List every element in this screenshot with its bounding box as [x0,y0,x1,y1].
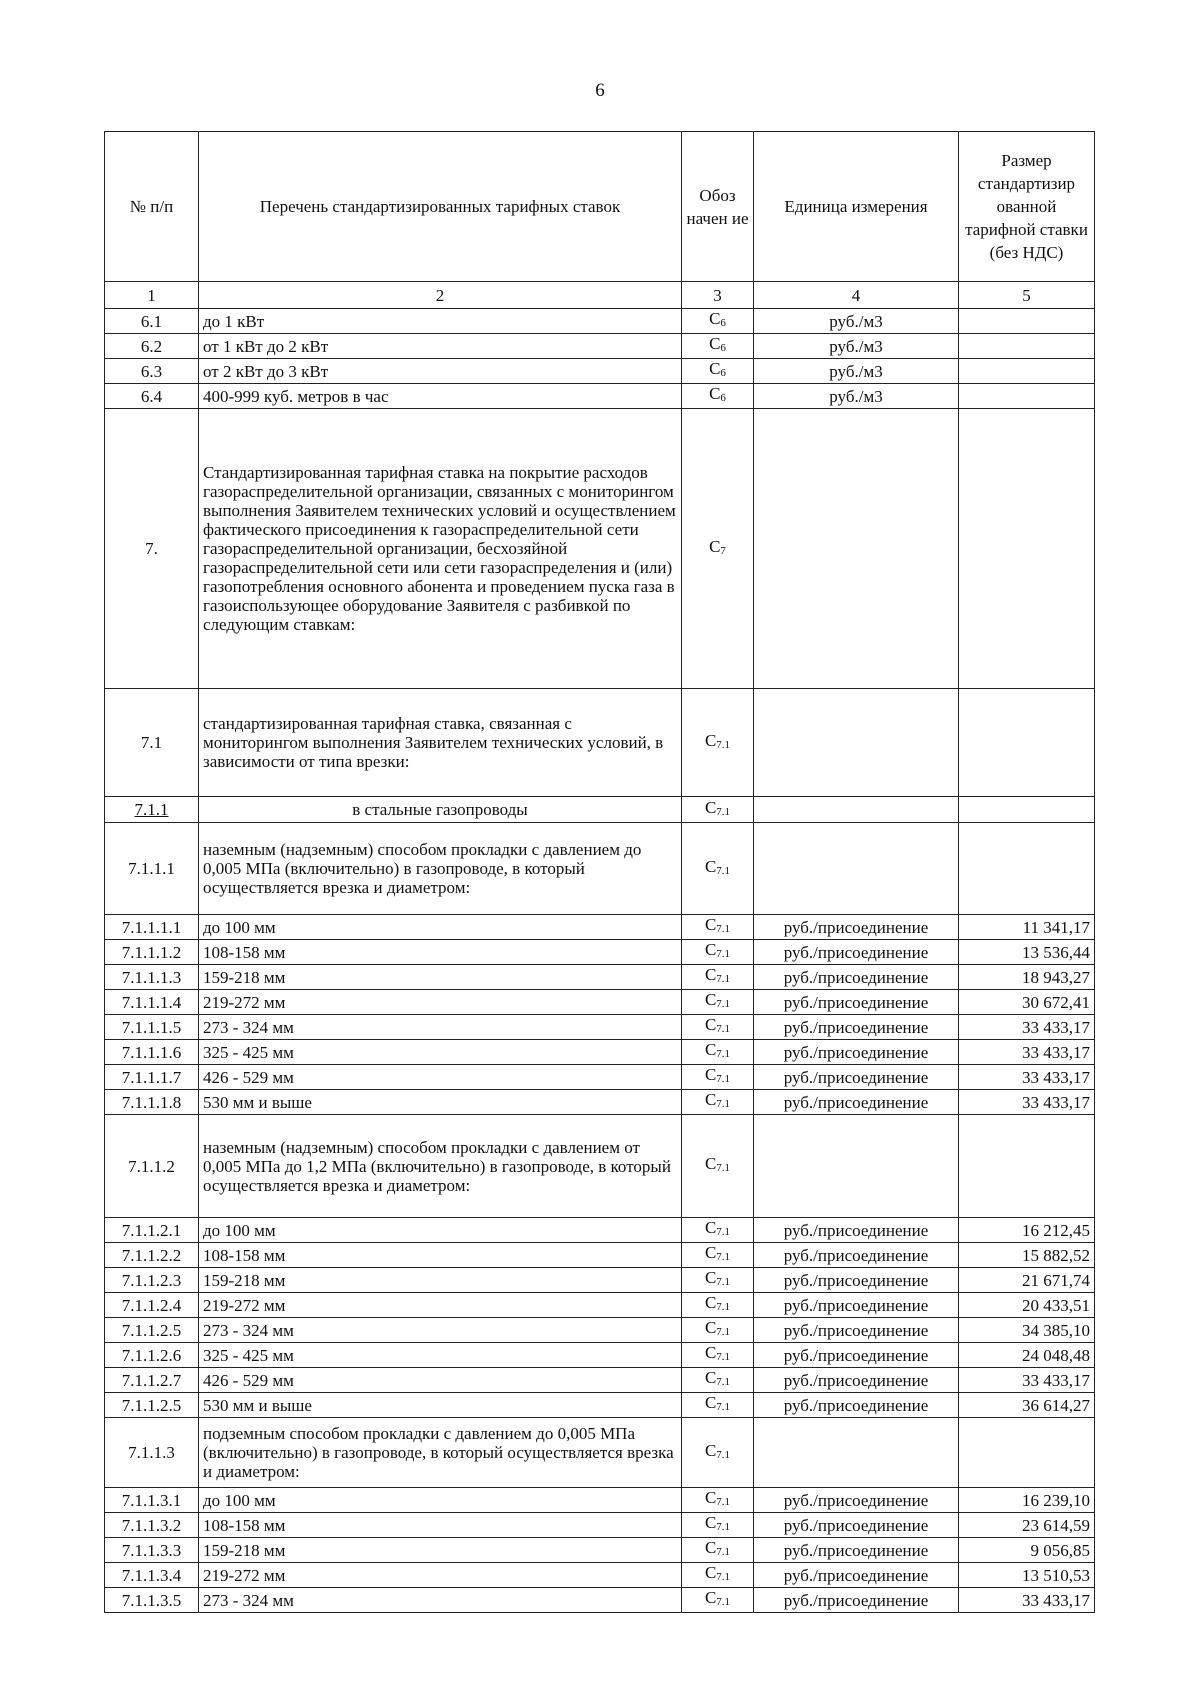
rate-designation [682,1488,754,1513]
unit-of-measure: руб./присоединение [754,915,959,940]
rate-value: 20 433,51 [959,1293,1095,1318]
designation-letter: С [704,915,717,934]
designation-subscript: 7.1 [716,1073,731,1085]
rate-designation [682,1513,754,1538]
rate-designation [682,1090,754,1115]
rate-designation [682,1293,754,1318]
rate-value: 13 536,44 [959,940,1095,965]
unit-of-measure: руб./присоединение [754,1243,959,1268]
rate-description: Стандартизированная тарифная ставка на покрытие расходов газораспределительной организации, связанных с мониторингом выполнения Заявителем технических условий и осуществлением фактического присоединения к газораспределительной сети газораспределительной организации, бесхозяйной газораспределительной сети или сети газораспределения и (или) газопотребления основного абонента и проведением пуска газа в газоиспользующее оборудование Заявителя с разбивкой по следующим ставкам: [199,409,682,689]
rate-value: 33 433,17 [959,1015,1095,1040]
unit-of-measure: руб./м3 [754,334,959,359]
unit-of-measure: руб./присоединение [754,1513,959,1538]
rate-designation [682,309,754,334]
column-number: 4 [754,282,959,309]
rate-value: 34 385,10 [959,1318,1095,1343]
table-row [105,797,1095,823]
unit-of-measure: руб./присоединение [754,990,959,1015]
rate-description: 273 - 324 мм [199,1588,682,1613]
unit-of-measure: руб./присоединение [754,1563,959,1588]
unit-of-measure: руб./присоединение [754,1090,959,1115]
designation-letter: С [704,1015,717,1034]
rate-description: 325 - 425 мм [199,1040,682,1065]
rate-description: 219-272 мм [199,1563,682,1588]
rate-description: стандартизированная тарифная ставка, связанная с мониторингом выполнения Заявителем технических условий, в зависимости от типа врезки: [199,689,682,797]
designation-subscript: 7.1 [716,923,731,935]
designation-subscript: 6 [720,342,726,354]
rate-description: 108-158 мм [199,940,682,965]
rate-description: 159-218 мм [199,1538,682,1563]
row-number: 7.1.1.1.6 [105,1040,199,1065]
rate-description: 219-272 мм [199,1293,682,1318]
row-number: 7.1.1.2.1 [105,1218,199,1243]
rate-designation [682,689,754,797]
designation-letter: С [704,1218,717,1237]
table-row [105,1513,1095,1538]
row-number: 7.1.1.2 [105,1115,199,1218]
row-number: 7.1.1.1.3 [105,965,199,990]
rate-description: наземным (надземным) способом прокладки с давлением до 0,005 МПа (включительно) в газопроводе, в который осуществляется врезка и диаметром: [199,823,682,915]
row-number: 7.1.1.3.1 [105,1488,199,1513]
designation-subscript: 7.1 [716,1326,731,1338]
rate-designation [682,1218,754,1243]
rate-designation [682,1115,754,1218]
rate-description: до 1 кВт [199,309,682,334]
table-row [105,965,1095,990]
rate-designation [682,1065,754,1090]
table-row [105,990,1095,1015]
rate-value: 36 614,27 [959,1393,1095,1418]
table-row [105,1090,1095,1115]
row-number: 7.1.1.2.6 [105,1343,199,1368]
rate-description: до 100 мм [199,915,682,940]
row-number: 7.1.1.2.5 [105,1393,199,1418]
designation-subscript: 7.1 [716,1226,731,1238]
rate-designation [682,359,754,384]
designation-subscript: 7.1 [716,1571,731,1583]
table-row [105,1115,1095,1218]
tariff-table [104,131,1095,1613]
page-number: 6 [595,80,605,101]
rate-designation [682,1588,754,1613]
table-row [105,1065,1095,1090]
rate-description: 530 мм и выше [199,1090,682,1115]
row-number: 7.1.1.1.5 [105,1015,199,1040]
unit-of-measure: руб./присоединение [754,1065,959,1090]
rate-description: 426 - 529 мм [199,1368,682,1393]
designation-subscript: 6 [720,392,726,404]
designation-letter: С [704,1488,717,1507]
rate-value [959,409,1095,689]
designation-letter: С [704,1040,717,1059]
table-row [105,1368,1095,1393]
rate-designation [682,1343,754,1368]
designation-letter: С [704,1368,717,1387]
row-number: 7.1.1.1.4 [105,990,199,1015]
unit-of-measure [754,409,959,689]
designation-subscript: 7.1 [716,1251,731,1263]
rate-description: 159-218 мм [199,1268,682,1293]
designation-letter: С [704,797,717,817]
column-number: 1 [105,282,199,309]
row-number: 7.1.1.2.7 [105,1368,199,1393]
rate-designation [682,384,754,409]
rate-value [959,1115,1095,1218]
rate-description: 426 - 529 мм [199,1065,682,1090]
rate-value: 33 433,17 [959,1040,1095,1065]
rate-value: 33 433,17 [959,1588,1095,1613]
row-number: 7.1.1.2.5 [105,1318,199,1343]
designation-subscript: 7.1 [716,1162,731,1174]
rate-designation [682,334,754,359]
rate-designation [682,1393,754,1418]
table-row [105,940,1095,965]
unit-of-measure: руб./присоединение [754,1268,959,1293]
rate-value: 33 433,17 [959,1065,1095,1090]
rate-description: 273 - 324 мм [199,1015,682,1040]
rate-description: от 2 кВт до 3 кВт [199,359,682,384]
rate-value: 33 433,17 [959,1368,1095,1393]
designation-subscript: 7.1 [716,973,731,985]
row-number: 7.1.1.1.2 [105,940,199,965]
row-number: 7.1.1.3.4 [105,1563,199,1588]
rate-designation [682,1563,754,1588]
rate-description: наземным (надземным) способом прокладки с давлением от 0,005 МПа до 1,2 МПа (включительно) в газопроводе, в который осуществляется врезка и диаметром: [199,1115,682,1218]
header-list: Перечень стандартизированных тарифных ставок [199,132,682,282]
designation-letter: С [704,1090,717,1109]
rate-designation [682,1368,754,1393]
rate-description: до 100 мм [199,1488,682,1513]
rate-description: 108-158 мм [199,1243,682,1268]
designation-subscript: 7.1 [716,998,731,1010]
rate-description: 325 - 425 мм [199,1343,682,1368]
unit-of-measure: руб./присоединение [754,1293,959,1318]
designation-letter: С [704,1393,717,1412]
designation-subscript: 7.1 [716,1301,731,1313]
designation-subscript: 7.1 [716,948,731,960]
unit-of-measure [754,689,959,797]
table-row [105,1418,1095,1488]
rate-description: до 100 мм [199,1218,682,1243]
designation-subscript: 7.1 [716,1521,731,1533]
designation-subscript: 7.1 [716,1023,731,1035]
header-unit: Единица измерения [754,132,959,282]
unit-of-measure: руб./присоединение [754,940,959,965]
rate-description: 219-272 мм [199,990,682,1015]
table-row [105,1588,1095,1613]
table-row [105,1243,1095,1268]
table-row [105,334,1095,359]
row-number: 7.1.1.3 [105,1418,199,1488]
table-row [105,823,1095,915]
unit-of-measure: руб./присоединение [754,1343,959,1368]
row-number: 7.1.1.2.3 [105,1268,199,1293]
rate-value [959,359,1095,384]
designation-letter: С [709,536,721,556]
designation-letter: С [704,1065,717,1084]
unit-of-measure: руб./присоединение [754,1368,959,1393]
unit-of-measure: руб./присоединение [754,1318,959,1343]
rate-description: 530 мм и выше [199,1393,682,1418]
column-numbering-row [105,282,1095,309]
rate-value: 33 433,17 [959,1090,1095,1115]
designation-subscript: 6 [720,317,726,329]
designation-subscript: 7.1 [716,805,731,818]
designation-subscript: 7.1 [716,1401,731,1413]
row-number: 7.1.1.3.3 [105,1538,199,1563]
rate-designation [682,1318,754,1343]
row-number: 6.1 [105,309,199,334]
table-row [105,1268,1095,1293]
row-number: 6.3 [105,359,199,384]
table-row [105,915,1095,940]
row-number: 7.1.1.1.1 [105,915,199,940]
rate-value: 16 239,10 [959,1488,1095,1513]
rate-designation [682,940,754,965]
row-number: 6.2 [105,334,199,359]
unit-of-measure [754,1115,959,1218]
designation-subscript: 7.1 [716,738,731,751]
rate-description: от 1 кВт до 2 кВт [199,334,682,359]
table-row [105,359,1095,384]
table-row [105,1318,1095,1343]
rate-description: в стальные газопроводы [199,797,682,823]
designation-subscript: 6 [720,367,726,379]
designation-subscript: 7.1 [716,1448,731,1461]
row-number: 7.1.1.3.5 [105,1588,199,1613]
table-row [105,689,1095,797]
unit-of-measure: руб./присоединение [754,1218,959,1243]
unit-of-measure: руб./присоединение [754,1040,959,1065]
table-row [105,1538,1095,1563]
rate-designation [682,1538,754,1563]
designation-letter: С [704,1563,717,1582]
designation-subscript: 7 [720,544,726,557]
table-row [105,1040,1095,1065]
designation-letter: С [704,1440,717,1460]
designation-letter: С [704,965,717,984]
rate-value: 16 212,45 [959,1218,1095,1243]
rate-value: 23 614,59 [959,1513,1095,1538]
table-row [105,384,1095,409]
table-row [105,1393,1095,1418]
table-row [105,1218,1095,1243]
column-number: 5 [959,282,1095,309]
table-row [105,1343,1095,1368]
rate-value [959,384,1095,409]
header-row [105,132,1095,282]
designation-subscript: 7.1 [716,1376,731,1388]
rate-value: 21 671,74 [959,1268,1095,1293]
column-number: 2 [199,282,682,309]
designation-letter: С [704,1318,717,1337]
row-number: 7.1.1.1.7 [105,1065,199,1090]
unit-of-measure [754,797,959,823]
designation-subscript: 7.1 [716,1048,731,1060]
designation-letter: С [704,1588,717,1607]
designation-letter: С [709,309,721,328]
rate-value [959,823,1095,915]
unit-of-measure: руб./присоединение [754,1588,959,1613]
designation-letter: С [704,1343,717,1362]
designation-subscript: 7.1 [716,1546,731,1558]
rate-value: 11 341,17 [959,915,1095,940]
row-number: 7.1.1.2.4 [105,1293,199,1318]
rate-value [959,334,1095,359]
table-row [105,1488,1095,1513]
designation-letter: С [704,1538,717,1557]
designation-subscript: 7.1 [716,1276,731,1288]
row-number: 7.1.1.1 [105,823,199,915]
designation-letter: С [709,384,721,403]
unit-of-measure: руб./м3 [754,384,959,409]
rate-value: 13 510,53 [959,1563,1095,1588]
rate-designation [682,1418,754,1488]
row-number: 7. [105,409,199,689]
rate-designation [682,965,754,990]
rate-description: 273 - 324 мм [199,1318,682,1343]
rate-designation [682,1243,754,1268]
unit-of-measure: руб./присоединение [754,1538,959,1563]
rate-designation [682,915,754,940]
rate-designation [682,823,754,915]
designation-letter: С [704,1513,717,1532]
table-row [105,409,1095,689]
row-number: 7.1 [105,689,199,797]
header-rate: Размер стандартизир ованной тарифной ставки (без НДС) [959,132,1095,282]
unit-of-measure: руб./м3 [754,359,959,384]
designation-letter: С [704,1154,717,1173]
unit-of-measure [754,823,959,915]
designation-letter: С [704,1243,717,1262]
unit-of-measure [754,1418,959,1488]
table-row [105,1293,1095,1318]
unit-of-measure: руб./присоединение [754,1488,959,1513]
rate-description: подземным способом прокладки с давлением до 0,005 МПа (включительно) в газопроводе, в который осуществляется врезка и диаметром: [199,1418,682,1488]
designation-letter: С [704,1293,717,1312]
designation-letter: С [704,730,717,750]
rate-value: 30 672,41 [959,990,1095,1015]
rate-value: 24 048,48 [959,1343,1095,1368]
designation-letter: С [704,990,717,1009]
table-row [105,1015,1095,1040]
rate-designation [682,1040,754,1065]
rate-designation [682,797,754,823]
unit-of-measure: руб./присоединение [754,1393,959,1418]
rate-value: 15 882,52 [959,1243,1095,1268]
row-number: 7.1.1.1.8 [105,1090,199,1115]
row-number: 7.1.1 [105,797,199,823]
designation-subscript: 7.1 [716,1496,731,1508]
rate-value [959,309,1095,334]
rate-value [959,689,1095,797]
designation-subscript: 7.1 [716,1596,731,1608]
designation-letter: С [709,334,721,353]
rate-designation [682,990,754,1015]
designation-subscript: 7.1 [716,1351,731,1363]
rate-description: 159-218 мм [199,965,682,990]
table-row [105,309,1095,334]
unit-of-measure: руб./м3 [754,309,959,334]
unit-of-measure: руб./присоединение [754,1015,959,1040]
designation-letter: С [704,940,717,959]
designation-subscript: 7.1 [716,1098,731,1110]
rate-value [959,1418,1095,1488]
row-number: 6.4 [105,384,199,409]
header-number: № п/п [105,132,199,282]
header-designation: Обоз начен ие [682,132,754,282]
row-number: 7.1.1.3.2 [105,1513,199,1538]
rate-designation [682,409,754,689]
rate-description: 400-999 куб. метров в час [199,384,682,409]
rate-value: 18 943,27 [959,965,1095,990]
rate-description: 108-158 мм [199,1513,682,1538]
table-row [105,1563,1095,1588]
rate-value [959,797,1095,823]
designation-letter: С [709,359,721,378]
designation-subscript: 7.1 [716,864,731,877]
unit-of-measure: руб./присоединение [754,965,959,990]
rate-value: 9 056,85 [959,1538,1095,1563]
table-body [105,309,1095,1613]
designation-letter: С [704,1268,717,1287]
column-number: 3 [682,282,754,309]
designation-letter: С [704,856,717,876]
row-number: 7.1.1.2.2 [105,1243,199,1268]
rate-designation [682,1015,754,1040]
rate-designation [682,1268,754,1293]
